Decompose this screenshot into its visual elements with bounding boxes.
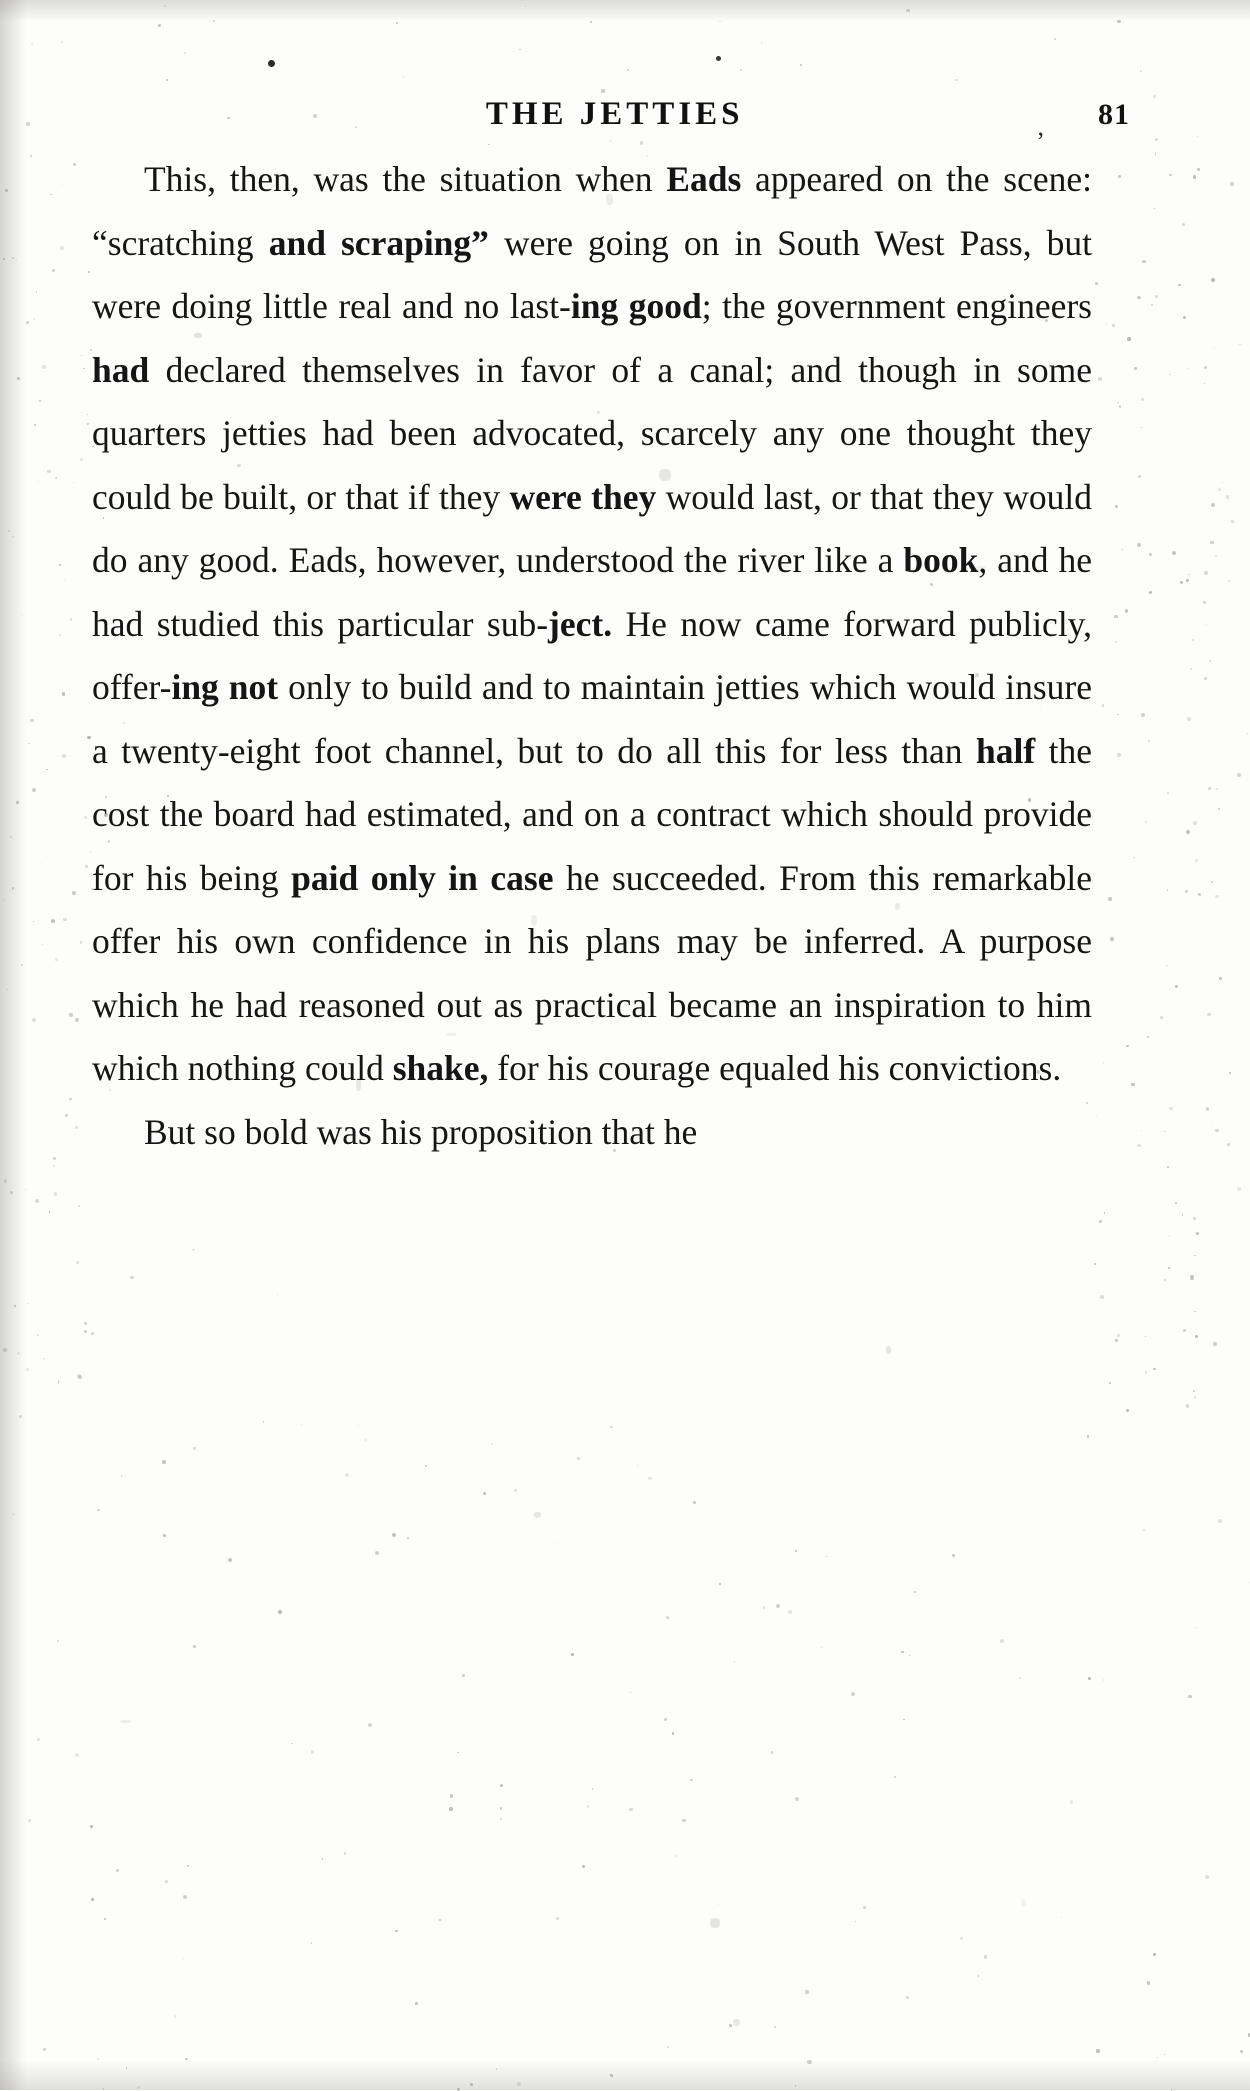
text-run: , and he had studied this particular sub- (92, 540, 1092, 644)
emphasis-run: Eads (666, 159, 742, 199)
text-run: for his courage equaled his convictions. (488, 1048, 1062, 1088)
folio-comma-mark: , (1037, 112, 1044, 141)
text-run: were going on in South West Pass, but were doing little real and no last- (92, 222, 1093, 326)
page-body-text (92, 148, 1092, 1164)
emphasis-run: half (976, 730, 1036, 771)
text-run: appeared on the scene: “scratching (92, 159, 1093, 263)
text-run: would last, or that they would do any good. Eads, however, understood the river like a (92, 476, 1092, 580)
ink-speck-left (268, 60, 275, 67)
ink-speck-right (716, 56, 721, 61)
page-edge-shadow-bottom (0, 2060, 1250, 2090)
emphasis-run: and scraping” (268, 222, 489, 263)
emphasis-run: ing good (570, 286, 702, 326)
emphasis-run: ing not (171, 667, 279, 707)
text-run: ; the government engineers (701, 286, 1092, 326)
paragraph (92, 1101, 1092, 1165)
emphasis-run: had (92, 349, 150, 390)
text-run: the cost the board had estimated, and on a contract which should provide for his being (92, 730, 1093, 898)
page-edge-shadow-left (0, 0, 26, 2090)
text-run: This, then, was the situation when (144, 159, 667, 199)
emphasis-run: book (903, 540, 979, 580)
paragraph (92, 148, 1092, 1101)
emphasis-run: paid only in case (291, 857, 554, 898)
running-head (100, 96, 1150, 141)
emphasis-run: ject. (548, 603, 613, 644)
text-run: declared themselves in favor of a canal; and though in some quarters jetties had been advocated, scarcely any one thought they could be built, or that if they (92, 349, 1092, 517)
page-edge-shadow-top (0, 0, 1250, 22)
text-run: But so bold was his proposition that he (144, 1111, 698, 1152)
text-run: He now came forward publicly, offer- (92, 603, 1092, 707)
emphasis-run: were they (509, 476, 657, 517)
text-run: he succeeded. From this remarkable offer his own confidence in his plans may be inferred. A purpose which he had reasoned out as practical became an inspiration to him which nothing could (92, 857, 1092, 1088)
emphasis-run: shake, (392, 1048, 489, 1088)
page-number: 81 (1098, 98, 1130, 131)
running-head-title: THE JETTIES (485, 96, 744, 132)
text-run: only to build and to maintain jetties which would insure a twenty-eight foot channel, but to do all this for less than (92, 667, 1092, 771)
